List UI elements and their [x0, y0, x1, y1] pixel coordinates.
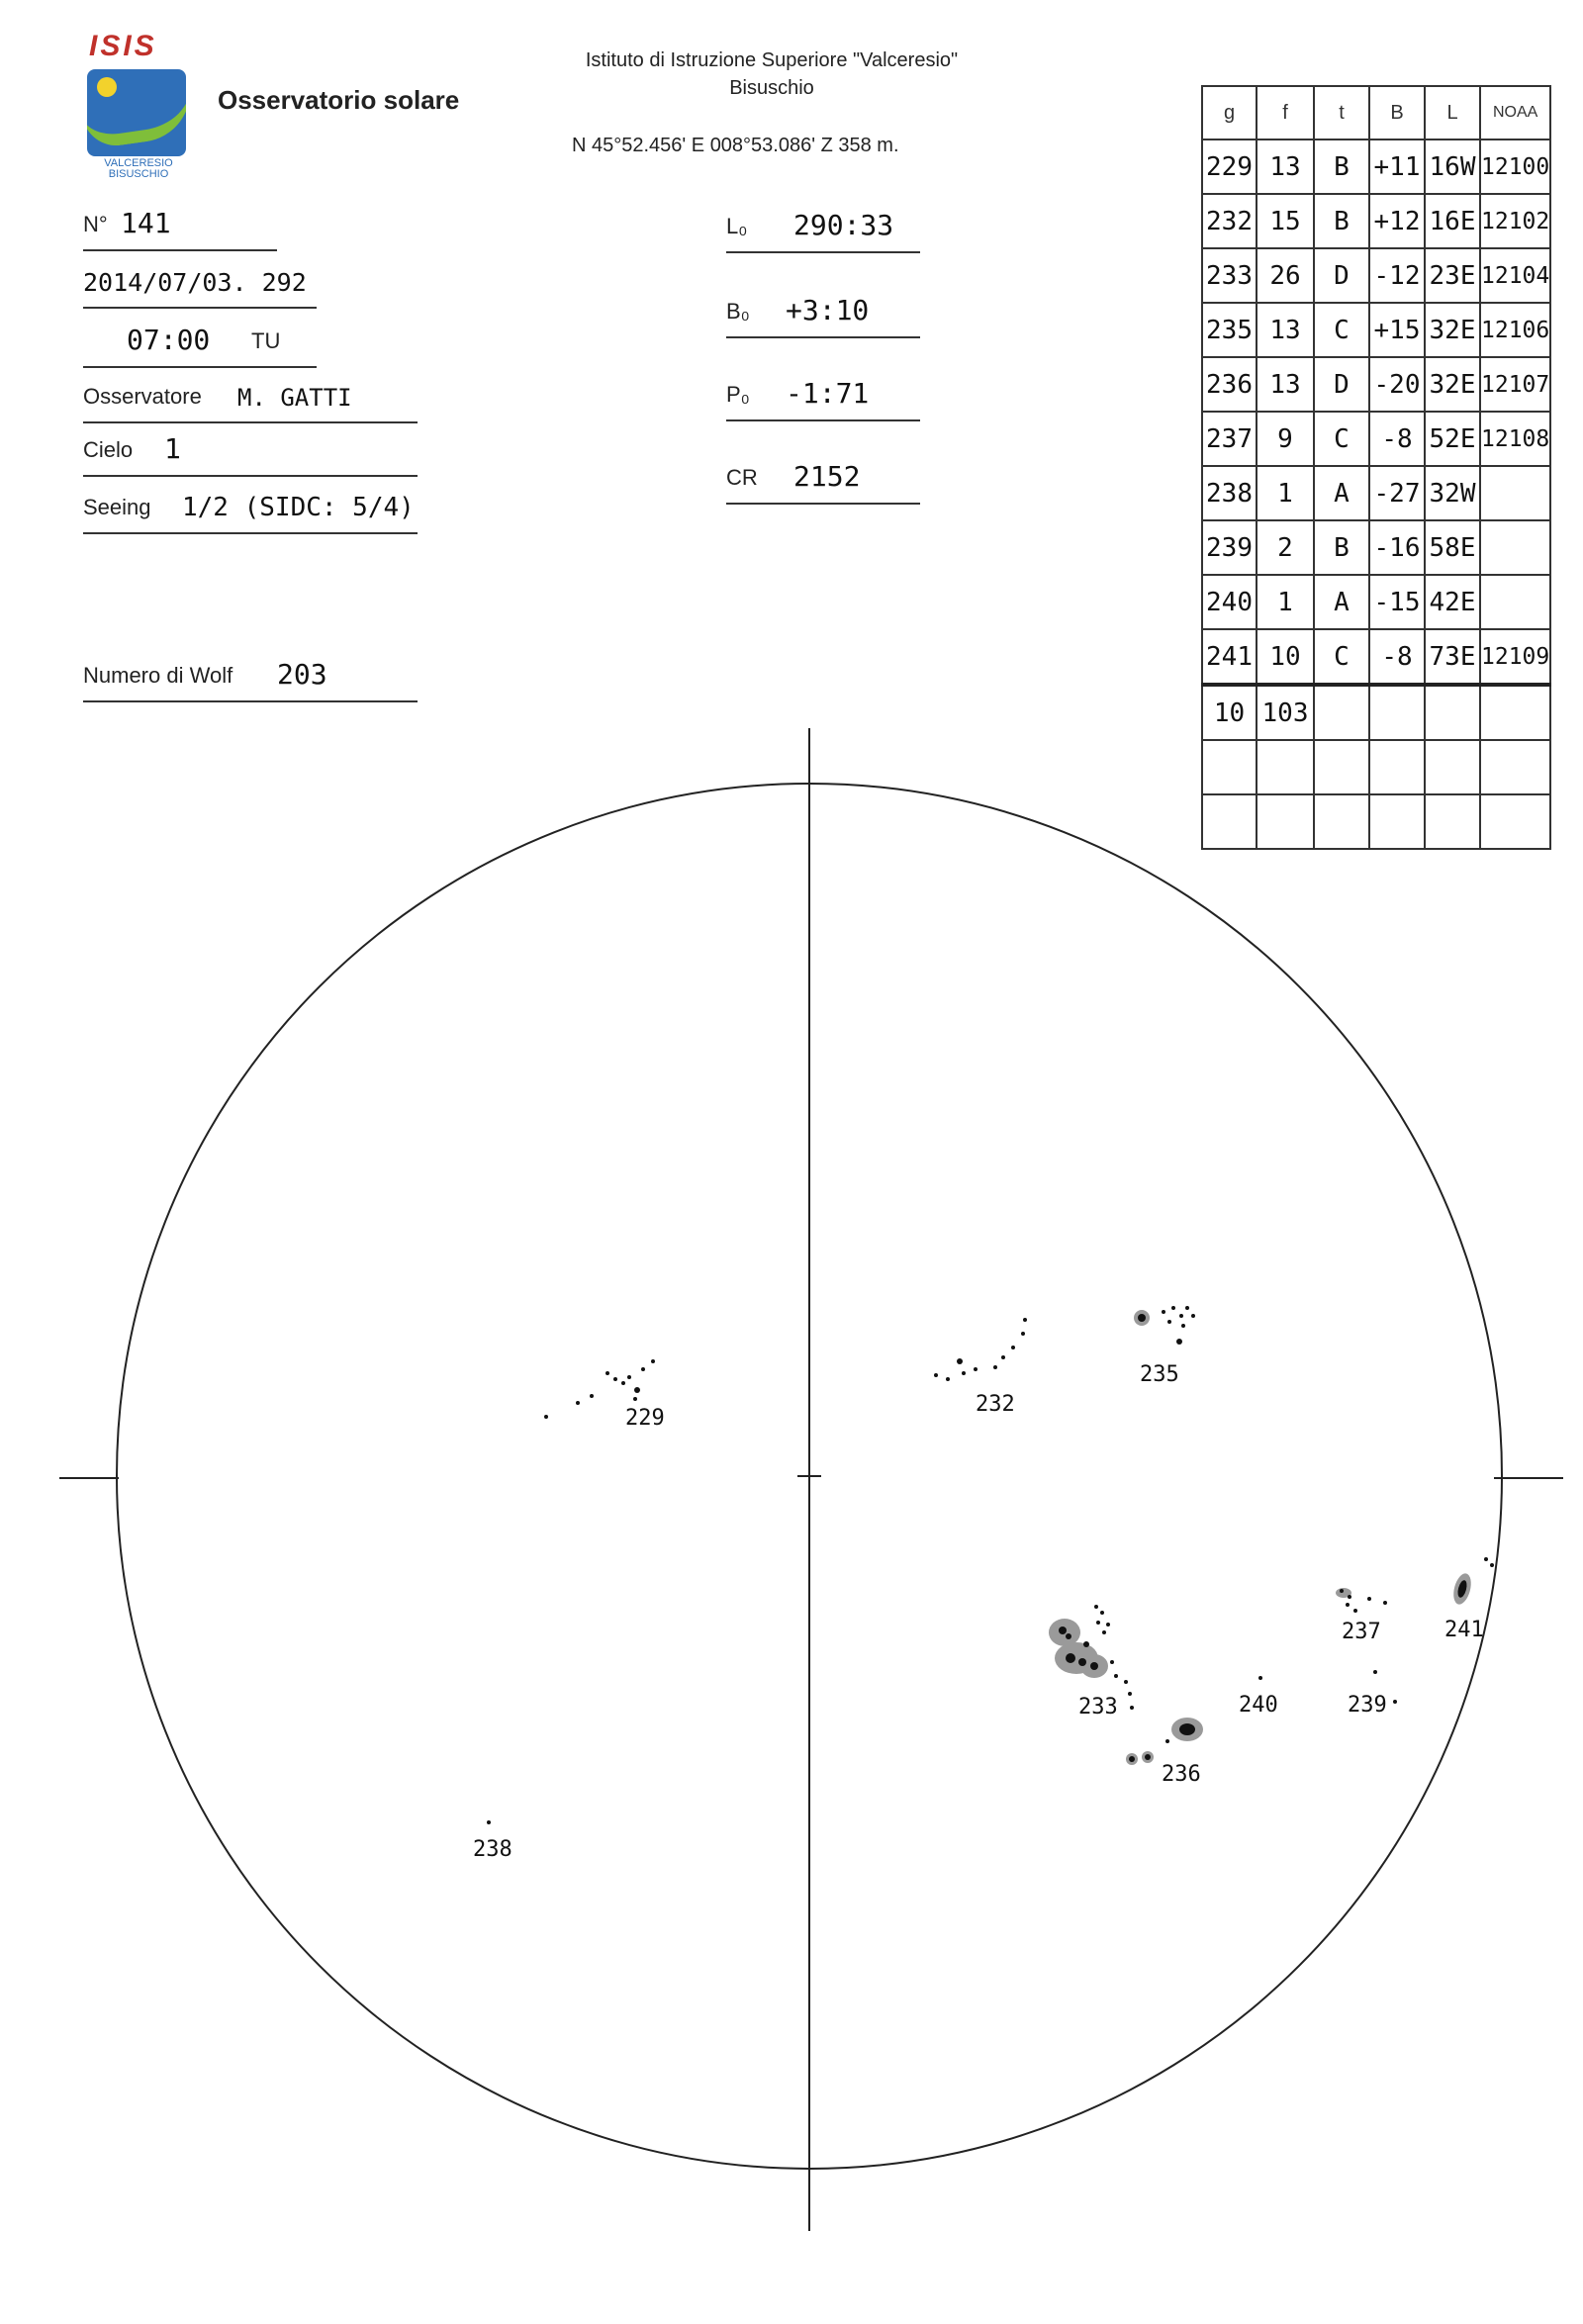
cell-b: +11: [1369, 139, 1425, 194]
cell-f: 1: [1257, 466, 1314, 520]
disk-label-238: 238: [473, 1837, 512, 1862]
cell-g: 10: [1202, 685, 1257, 740]
cell-l: 32W: [1425, 466, 1480, 520]
cell-f: 9: [1257, 412, 1314, 466]
field-b0-label: B₀: [726, 299, 750, 324]
cell-g: 233: [1202, 248, 1257, 303]
field-time-label: TU: [251, 328, 281, 353]
cell-t: B: [1314, 139, 1369, 194]
cell-l: 32E: [1425, 357, 1480, 412]
cell-f: 13: [1257, 139, 1314, 194]
sunspot-group-237: [1336, 1588, 1387, 1613]
cell-g: 238: [1202, 466, 1257, 520]
cell-noaa: 12108: [1480, 412, 1550, 466]
cell-g: 241: [1202, 629, 1257, 685]
cell-b: -15: [1369, 575, 1425, 629]
field-wolf-label: Numero di Wolf: [83, 663, 233, 688]
cell-b: -12: [1369, 248, 1425, 303]
field-b0-value: +3:10: [786, 294, 870, 326]
cell-f: 13: [1257, 357, 1314, 412]
sunspot-group-241: [1450, 1557, 1494, 1607]
disk-label-229: 229: [625, 1406, 665, 1431]
field-number-value: 141: [121, 207, 171, 239]
cell-t: B: [1314, 194, 1369, 248]
sunspot-group-235: [1134, 1306, 1195, 1345]
field-cr-label: CR: [726, 465, 758, 490]
disk-label-236: 236: [1162, 1762, 1201, 1787]
cell-t: C: [1314, 303, 1369, 357]
cell-l: 32E: [1425, 303, 1480, 357]
cell-t: A: [1314, 466, 1369, 520]
field-observer-label: Osservatore: [83, 384, 202, 409]
cell-l: 23E: [1425, 248, 1480, 303]
cell-t: B: [1314, 520, 1369, 575]
cell-noaa: 12104: [1480, 248, 1550, 303]
field-number-label: N°: [83, 212, 108, 236]
cell-b: -16: [1369, 520, 1425, 575]
sunspot-group-238: [487, 1820, 491, 1824]
sunspot-group-232: [934, 1318, 1027, 1381]
cell-t: C: [1314, 412, 1369, 466]
field-time-value: 07:00: [127, 324, 211, 356]
column-header-b: B: [1369, 86, 1425, 139]
cell-b: -8: [1369, 412, 1425, 466]
cell-noaa: 12109: [1480, 629, 1550, 685]
cell-f: 103: [1257, 685, 1314, 740]
cell-noaa: 12102: [1480, 194, 1550, 248]
logo-sub-line1: VALCERESIO: [104, 157, 173, 169]
cell-l: 16W: [1425, 139, 1480, 194]
field-cr-value: 2152: [793, 460, 861, 493]
field-seeing-value: 1/2 (SIDC: 5/4): [182, 493, 415, 522]
field-observer-value: M. GATTI: [237, 384, 352, 412]
cell-noaa: 12106: [1480, 303, 1550, 357]
cell-g: 237: [1202, 412, 1257, 466]
cell-noaa: 12107: [1480, 357, 1550, 412]
cell-g: 239: [1202, 520, 1257, 575]
sunspot-group-240: [1258, 1676, 1262, 1680]
disk-label-235: 235: [1140, 1362, 1179, 1387]
cell-f: 15: [1257, 194, 1314, 248]
observatory-coordinates: N 45°52.456' E 008°53.086' Z 358 m.: [572, 135, 899, 156]
field-p0-value: -1:71: [786, 377, 870, 410]
cell-b: -8: [1369, 629, 1425, 685]
cell-t: D: [1314, 248, 1369, 303]
cell-l: 58E: [1425, 520, 1480, 575]
cell-l: 16E: [1425, 194, 1480, 248]
cell-f: 10: [1257, 629, 1314, 685]
cell-t: C: [1314, 629, 1369, 685]
field-p0-label: P₀: [726, 382, 750, 407]
cell-t: D: [1314, 357, 1369, 412]
field-sky-value: 1: [164, 432, 181, 465]
institute-place: Bisuschio: [729, 77, 814, 99]
sunspot-group-236: [1126, 1718, 1203, 1765]
column-header-t: t: [1314, 86, 1369, 139]
cell-noaa: 12100: [1480, 139, 1550, 194]
cell-t: A: [1314, 575, 1369, 629]
logo-sub-line2: BISUSCHIO: [108, 168, 169, 180]
cell-f: 1: [1257, 575, 1314, 629]
disk-label-240: 240: [1239, 1693, 1278, 1718]
field-l0-label: L₀: [726, 214, 748, 238]
column-header-g: g: [1202, 86, 1257, 139]
cell-b: -20: [1369, 357, 1425, 412]
cell-g: 235: [1202, 303, 1257, 357]
disk-label-239: 239: [1348, 1693, 1387, 1718]
cell-g: 240: [1202, 575, 1257, 629]
cell-f: 13: [1257, 303, 1314, 357]
logo-brand: ISIS: [89, 30, 157, 62]
disk-label-233: 233: [1078, 1695, 1118, 1720]
field-l0-value: 290:33: [793, 209, 894, 241]
field-wolf-value: 203: [277, 658, 327, 691]
cell-g: 236: [1202, 357, 1257, 412]
field-date-value: 2014/07/03. 292: [83, 268, 307, 297]
cell-b: -27: [1369, 466, 1425, 520]
disk-label-237: 237: [1342, 1620, 1381, 1644]
institute-name: Istituto di Istruzione Superiore "Valceresio": [585, 49, 959, 71]
cell-g: 229: [1202, 139, 1257, 194]
cell-g: 232: [1202, 194, 1257, 248]
field-seeing-label: Seeing: [83, 495, 151, 519]
column-header-l: L: [1425, 86, 1480, 139]
page-title: Osservatorio solare: [218, 85, 460, 115]
cell-b: +15: [1369, 303, 1425, 357]
cell-l: 73E: [1425, 629, 1480, 685]
cell-l: 52E: [1425, 412, 1480, 466]
column-header-f: f: [1257, 86, 1314, 139]
field-sky-label: Cielo: [83, 437, 134, 462]
cell-l: 42E: [1425, 575, 1480, 629]
cell-b: +12: [1369, 194, 1425, 248]
cell-f: 26: [1257, 248, 1314, 303]
disk-label-241: 241: [1444, 1618, 1484, 1642]
disk-label-232: 232: [976, 1392, 1015, 1417]
column-header-noaa: NOAA: [1480, 86, 1550, 139]
cell-f: 2: [1257, 520, 1314, 575]
